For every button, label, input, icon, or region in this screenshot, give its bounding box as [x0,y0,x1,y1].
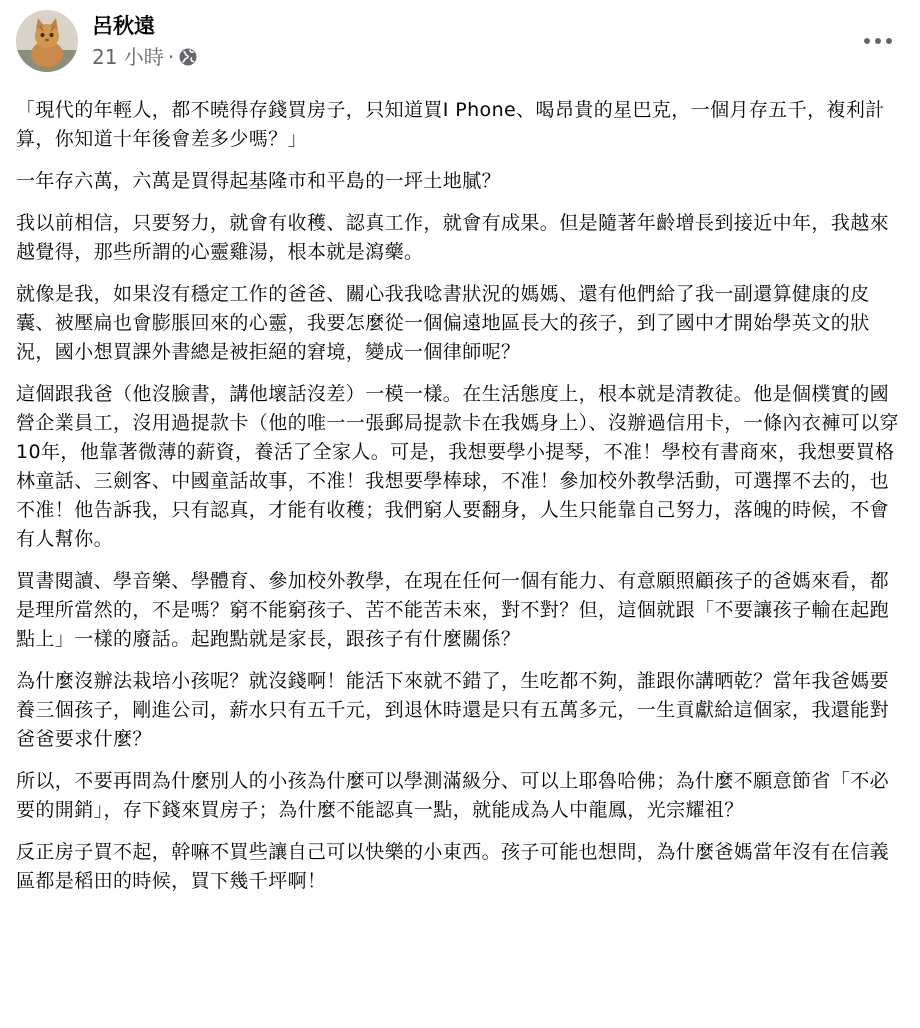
cat-avatar-icon [16,10,78,72]
meta-separator: · [167,45,175,69]
post-sub-meta [92,42,198,72]
post-paragraph: 這個跟我爸（他沒臉書，講他壞話沒差）一模一樣。在生活態度上，根本就是清教徒。他是個樸實的國營企業員工，沒用過提款卡（他的唯一一張郵局提款卡在我媽身上）、沒辦過信用卡，一條內衣褲可以穿10年，他靠著微薄的薪資，養活了全家人。可是，我想要學小提琴，不准！學校有書商來，我想要買格林童話、三劍客、中國童話故事，不准！我想要學棒球，不准！參加校外教學活動，可選擇不去的，也不准！他告訴我，只有認真，才能有收穫；我們窮人要翻身，人生只能靠自己努力，落魄的時候，不會有人幫你。 [16,383,899,550]
post-paragraph: 為什麼沒辦法栽培小孩呢？就沒錢啊！能活下來就不錯了，生吃都不夠，誰跟你講晒乾？當年我爸媽要養三個孩子，剛進公司，薪水只有五千元，到退休時還是只有五萬多元，一生貢獻給這個家，我還能對爸爸要求什麼？ [16,670,890,750]
post-paragraph: 所以，不要再問為什麼別人的小孩為什麼可以學測滿級分、可以上耶魯哈佛；為什麼不願意節省「不必要的開銷」，存下錢來買房子；為什麼不能認真一點，就能成為人中龍鳳，光宗耀祖？ [16,770,890,821]
avatar[interactable] [16,10,78,72]
post-paragraph: 我以前相信，只要努力，就會有收穫、認真工作，就會有成果。但是隨著年齡增長到接近中年，我越來越覺得，那些所謂的心靈雞湯，根本就是瀉藥。 [16,212,890,263]
post-paragraph: 反正房子買不起，幹嘛不買些讓自己可以快樂的小東西。孩子可能也想問，為什麼爸媽當年沒有在信義區都是稻田的時候，買下幾千坪啊！ [16,841,890,892]
globe-icon[interactable] [178,47,198,67]
post-timestamp[interactable]: 21 小時 [92,45,164,69]
more-options-button[interactable] [858,26,898,56]
ellipsis-icon [863,37,893,45]
post-body [16,96,904,896]
post-meta [92,10,198,72]
post-paragraph: 就像是我，如果沒有穩定工作的爸爸、關心我我唸書狀況的媽媽、還有他們給了我一副還算健康的皮囊、被壓扁也會膨脹回來的心靈，我要怎麼從一個偏遠地區長大的孩子，到了國中才開始學英文的狀況，國小想買課外書總是被拒絕的窘境，變成一個律師呢？ [16,283,870,363]
author-name[interactable]: 呂秋遠 [92,14,155,38]
post-paragraph: 買書閱讀、學音樂、學體育、參加校外教學，在現在任何一個有能力、有意願照顧孩子的爸媽來看，都是理所當然的，不是嗎？窮不能窮孩子、苦不能苦未來，對不對？但，這個就跟「不要讓孩子輸在起跑點上」一樣的廢話。起跑點就是家長，跟孩子有什麼關係？ [16,570,890,650]
post-paragraph: 一年存六萬，六萬是買得起基隆市和平島的一坪土地膩？ [16,170,502,192]
post-paragraph: 「現代的年輕人，都不曉得存錢買房子，只知道買I Phone、喝昂貴的星巴克，一個月存五千，複利計算，你知道十年後會差多少嗎？」 [16,99,885,150]
post-header [16,10,904,82]
